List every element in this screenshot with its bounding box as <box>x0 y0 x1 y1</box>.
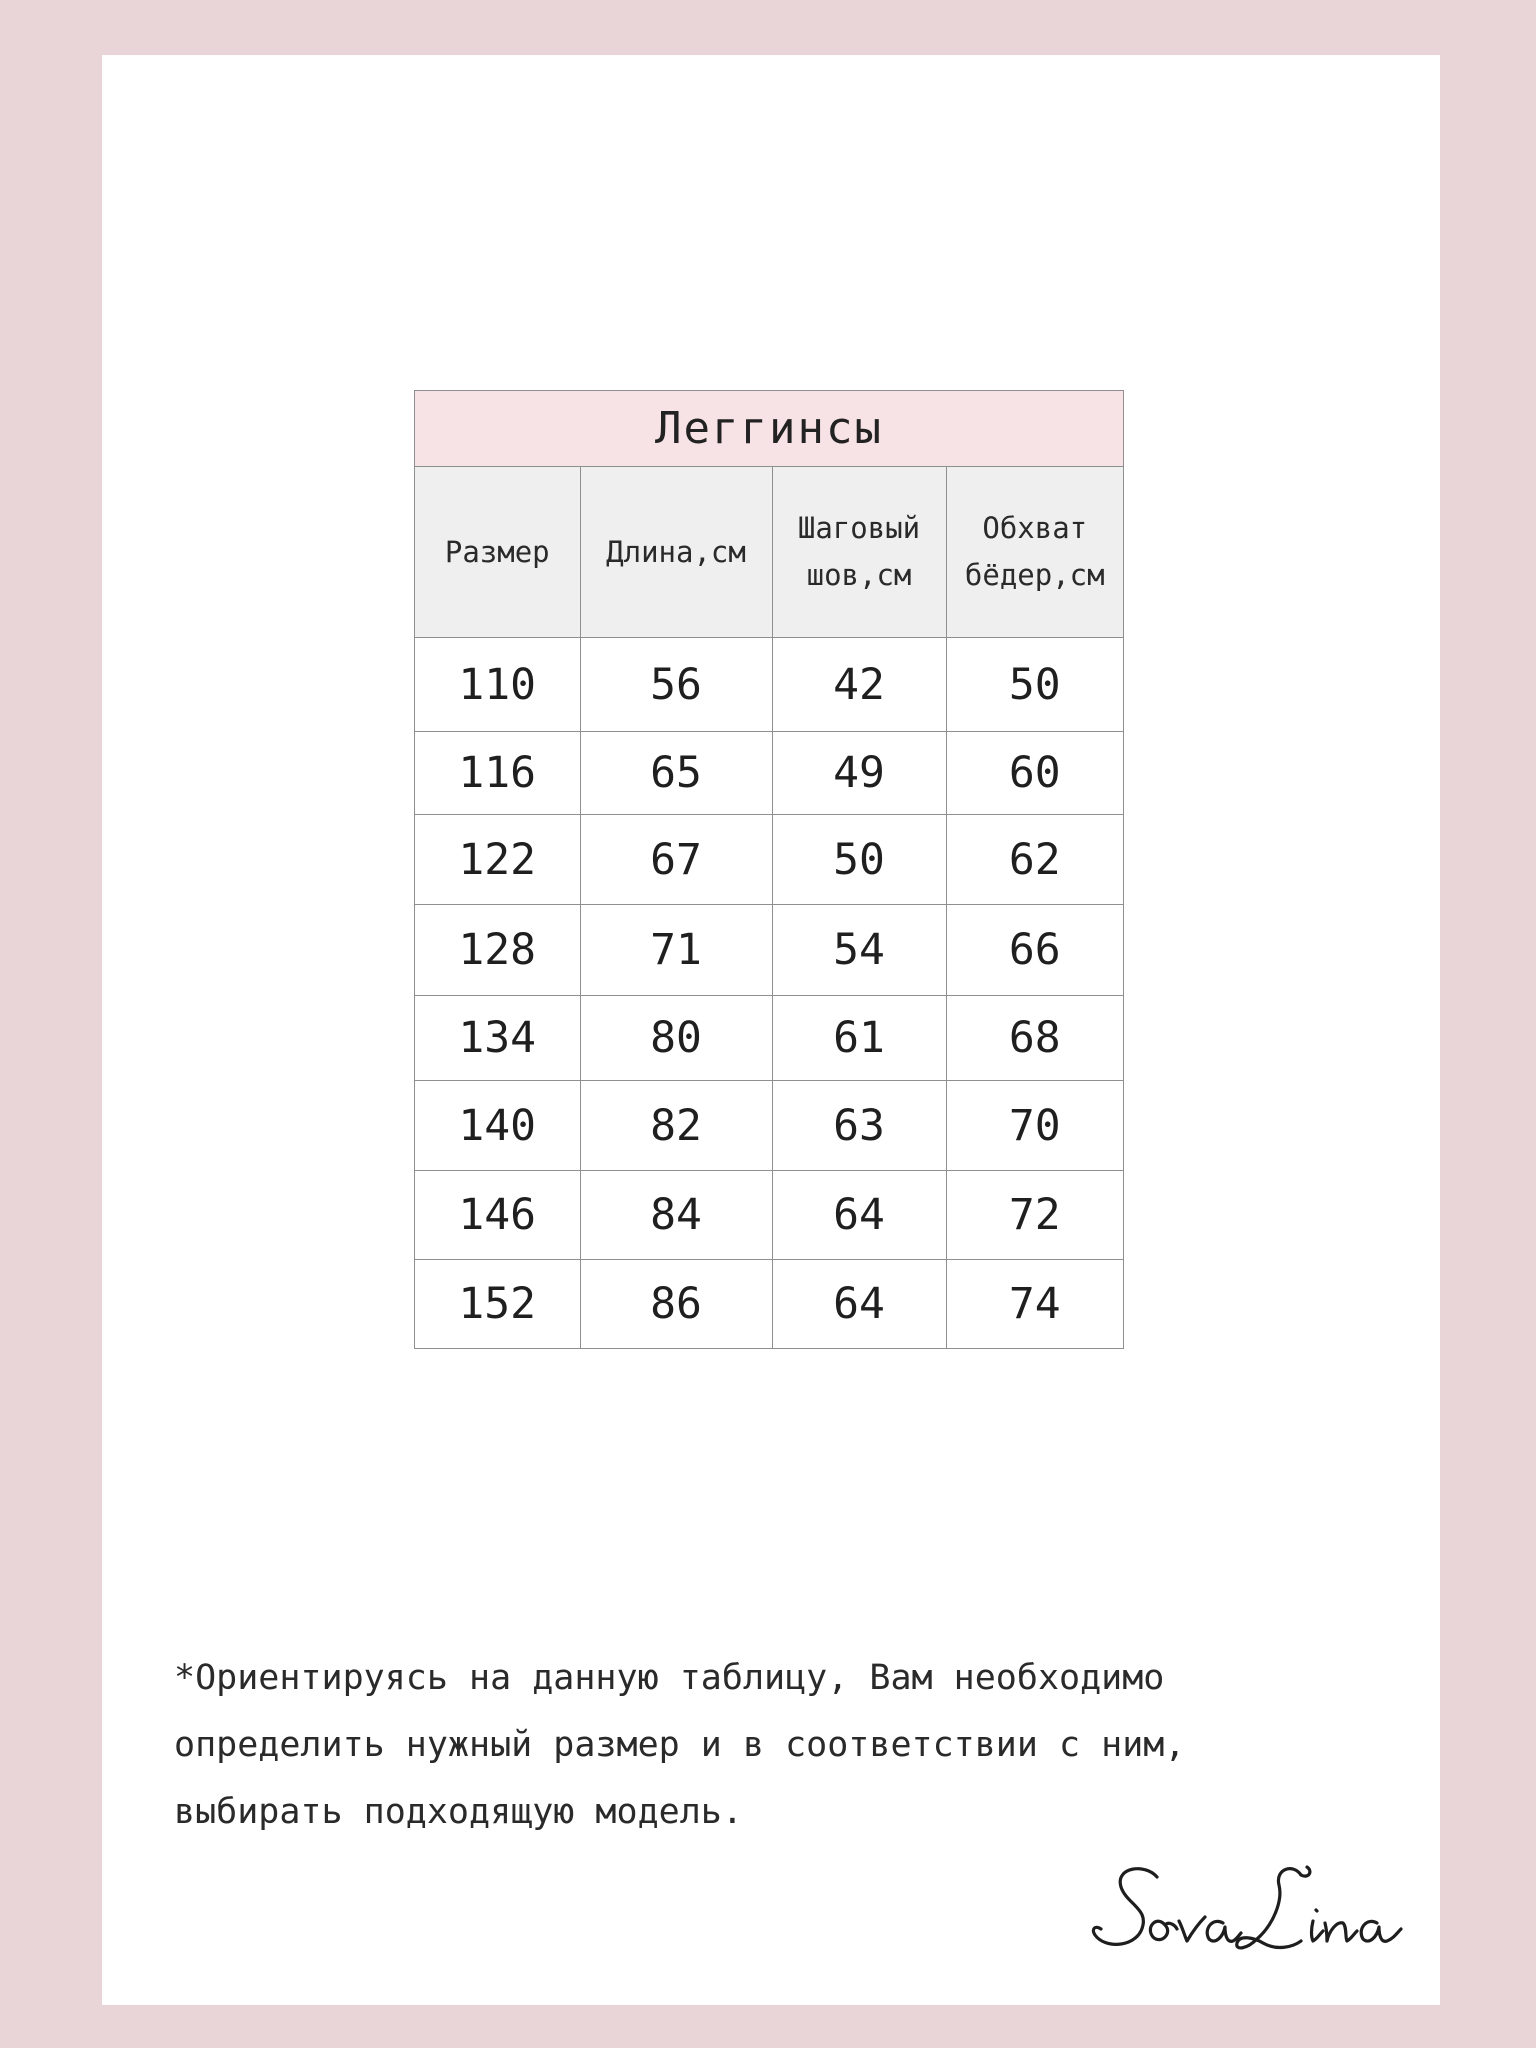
cell-size: 128 <box>415 905 580 996</box>
cell-inseam: 63 <box>772 1081 946 1171</box>
size-grid <box>415 467 1123 1348</box>
header-inseam-line2: шов,см <box>806 558 912 592</box>
header-row <box>415 467 1123 638</box>
header-hip-line2: бёдер,см <box>964 558 1105 592</box>
cell-size: 152 <box>415 1260 580 1348</box>
table-row <box>415 1081 1123 1171</box>
header-inseam-line1: Шаговый <box>797 511 921 545</box>
cell-size: 116 <box>415 732 580 815</box>
header-hip-line1: Обхват <box>982 511 1088 545</box>
cell-length: 84 <box>580 1171 772 1260</box>
cell-length: 80 <box>580 996 772 1081</box>
table-title: Леггинсы <box>415 391 1123 467</box>
header-size-label: Размер <box>444 534 550 569</box>
note-line-2: определить нужный размер и в соответствии с ним, <box>174 1725 1186 1765</box>
cell-hip: 62 <box>946 815 1123 905</box>
cell-length: 82 <box>580 1081 772 1171</box>
signature-drawing <box>1087 1855 1407 1965</box>
table-row <box>415 905 1123 996</box>
brand-signature-logo <box>1087 1855 1407 1970</box>
cell-length: 86 <box>580 1260 772 1348</box>
table-row <box>415 638 1123 732</box>
header-size <box>415 467 580 638</box>
cell-size: 122 <box>415 815 580 905</box>
cell-hip: 72 <box>946 1171 1123 1260</box>
header-length <box>580 467 772 638</box>
cell-inseam: 64 <box>772 1171 946 1260</box>
cell-hip: 70 <box>946 1081 1123 1171</box>
cell-inseam: 54 <box>772 905 946 996</box>
cell-length: 56 <box>580 638 772 732</box>
cell-hip: 68 <box>946 996 1123 1081</box>
cell-hip: 50 <box>946 638 1123 732</box>
cell-size: 140 <box>415 1081 580 1171</box>
cell-inseam: 61 <box>772 996 946 1081</box>
header-length-label: Длина,см <box>606 534 746 569</box>
cell-size: 146 <box>415 1171 580 1260</box>
cell-size: 110 <box>415 638 580 732</box>
table-row <box>415 1260 1123 1348</box>
cell-inseam: 64 <box>772 1260 946 1348</box>
header-inseam <box>772 467 946 638</box>
table-row <box>415 732 1123 815</box>
table-row <box>415 996 1123 1081</box>
cell-length: 65 <box>580 732 772 815</box>
cell-hip: 60 <box>946 732 1123 815</box>
cell-length: 67 <box>580 815 772 905</box>
cell-hip: 66 <box>946 905 1123 996</box>
cell-inseam: 49 <box>772 732 946 815</box>
cell-size: 134 <box>415 996 580 1081</box>
cell-inseam: 42 <box>772 638 946 732</box>
table-row <box>415 1171 1123 1260</box>
cell-inseam: 50 <box>772 815 946 905</box>
cell-hip: 74 <box>1008 1278 1061 1329</box>
size-table <box>414 390 1124 1349</box>
size-chart-page <box>102 55 1440 2005</box>
cell-length: 71 <box>580 905 772 996</box>
note-line-1: *Ориентируясь на данную таблицу, Вам необходимо <box>174 1658 1165 1698</box>
table-row <box>415 815 1123 905</box>
size-note <box>174 1645 1354 1846</box>
header-hip <box>946 467 1123 638</box>
note-line-3: выбирать подходящую модель. <box>174 1792 743 1832</box>
